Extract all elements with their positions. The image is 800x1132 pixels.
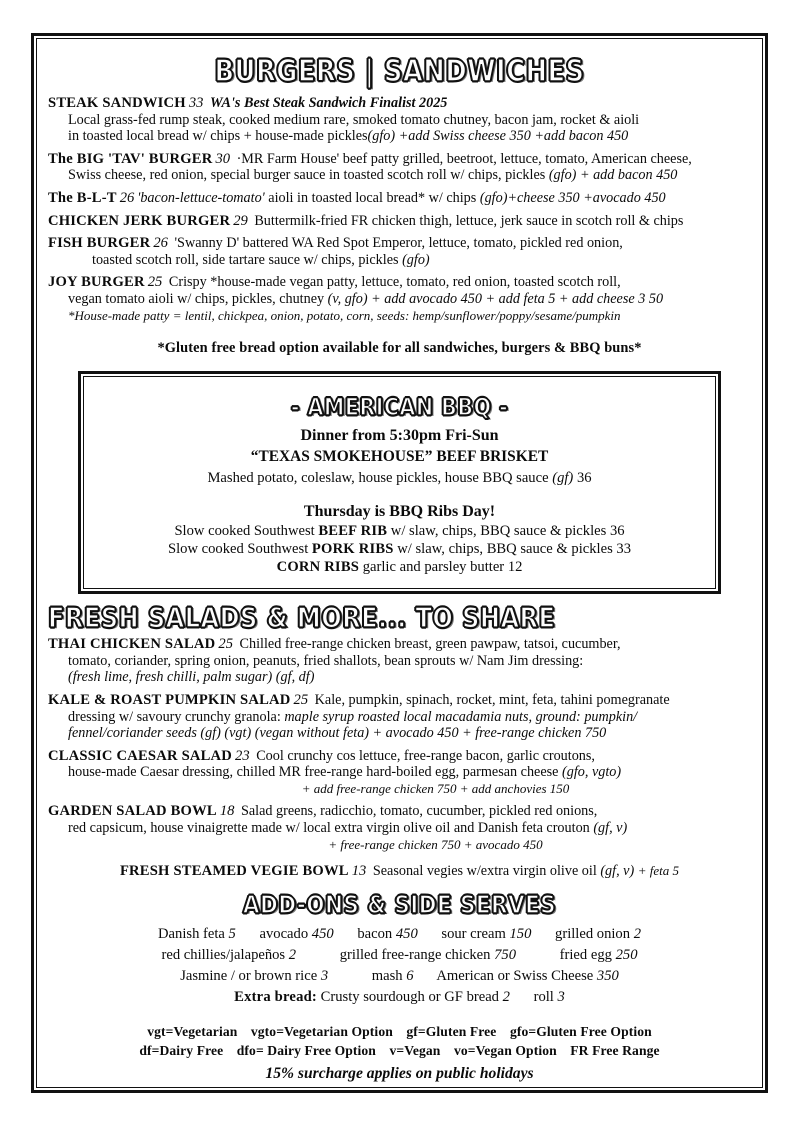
menu-item-desc-row [40,709,759,726]
menu-item-big-tav-burger [40,151,759,184]
addon-label: Danish feta [158,925,225,942]
section-heading-burgers: BURGERS | SANDWICHES [214,54,585,89]
menu-item-name: STEAK SANDWICH [48,95,186,111]
menu-item-desc-italic: 'bacon-lettuce-tomato' [137,189,265,206]
menu-item-extras: + add avocado 450 + add feta 5 + add cheese 3 50 [371,290,664,307]
menu-item-desc-line: ·MR Farm House' beef patty grilled, beetroot, lettuce, tomato, American cheese, [236,150,692,167]
addon-row [40,924,759,945]
dietary-legend-row [40,1022,759,1041]
menu-item-desc-line: aioli in toasted local bread* w/ chips [268,189,477,206]
addon-price: 450 [311,925,334,942]
menu-item-title-row [40,235,759,252]
american-bbq-box-inner [83,376,716,589]
menu-item-desc-line: toasted scotch roll, side tartare sauce w/ chips, pickles [92,251,399,268]
menu-item-name: The B-L-T [48,189,117,206]
addon-row [40,966,759,987]
menu-item-desc-line: red capsicum, house vinaigrette made w/ local extra virgin olive oil and Danish feta crouton [68,820,590,837]
extra-bread-roll-price: 3 [557,988,565,1005]
menu-item-price: 18 [219,803,235,820]
menu-item-diet-tag: (gfo, vgto) [562,764,622,781]
menu-item-steak-sandwich [40,95,759,145]
legend-entry: vgto=Vegetarian Option [250,1023,393,1039]
menu-item-joy-burger [40,274,759,324]
menu-item-price: 25 [218,636,233,653]
addon-label: grilled free-range chicken [339,946,491,963]
menu-item-desc-line: 'Swanny D' battered WA Red Spot Emperor, lettuce, tomato, pickled red onion, [174,235,623,252]
menu-item-desc-line: Salad greens, radicchio, tomato, cucumber, pickled red onions, [240,803,598,820]
menu-item-name: The BIG 'TAV' BURGER [48,150,213,167]
bbq-brisket-price: 36 [576,470,592,487]
addon-label: fried egg [559,946,612,963]
addon-price: 450 [395,925,418,942]
menu-item-price: 23 [235,747,250,764]
menu-item-title-row [40,803,759,820]
menu-item-desc-row [40,291,759,308]
section-heading-american-bbq: - AMERICAN BBQ - [290,393,509,422]
addon-price: 350 [596,967,619,984]
menu-item-price: 33 [188,95,204,111]
addon-price: 250 [615,946,638,963]
menu-item-desc-line: Seasonal vegies w/extra virgin olive oil [372,863,597,880]
menu-item-title-row [40,95,759,112]
menu-item-extras: + free-range chicken 750 + avocado 450 [328,836,543,852]
bbq-rib-desc: w/ slaw, chips, BBQ sauce & pickles [390,523,607,540]
bbq-rib-row [94,558,705,576]
bbq-rib-name: CORN RIBS [276,559,360,576]
menu-item-title-row [40,151,759,168]
menu-item-kale-roast-pumpkin-salad [40,692,759,742]
menu-item-desc-italic: fennel/coriander seeds (gf) (vgt) (vegan without feta) + avocado 450 + free-range chicken 750 [68,725,607,742]
menu-content [40,41,759,1085]
menu-item-name: JOY BURGER [48,274,145,291]
dietary-legend-row [40,1041,759,1060]
bbq-rib-lead: Slow cooked Southwest [167,541,309,558]
bbq-hours: Dinner from 5:30pm Fri-Sun [300,427,499,445]
menu-item-desc-row [40,252,759,269]
menu-item-price: 30 [215,150,231,167]
menu-item-extras: + add bacon 450 [579,167,678,184]
addon-label: Jasmine / or brown rice [180,967,318,984]
bbq-rib-name: BEEF RIB [318,523,388,540]
menu-item-extras: +add Swiss cheese 350 +add bacon 450 [398,128,629,145]
menu-item-desc-row [40,820,759,837]
addon-price: 3 [320,967,329,984]
bbq-brisket-title: “TEXAS SMOKEHOUSE” BEEF BRISKET [250,448,549,466]
menu-item-name: CLASSIC CAESAR SALAD [48,747,233,764]
bbq-rib-row [94,522,705,540]
menu-item-price: 13 [351,863,367,880]
menu-item-fish-burger [40,235,759,268]
addon-price: 5 [228,925,236,942]
menu-item-diet-tag: (gfo) [367,128,396,145]
menu-item-name: CHICKEN JERK BURGER [48,212,231,229]
addon-label: red chillies/jalapeños [161,946,286,963]
bbq-rib-lead: Slow cooked Southwest [174,523,315,540]
bbq-rib-desc: w/ slaw, chips, BBQ sauce & pickles [397,541,613,558]
menu-item-blt [40,190,759,207]
menu-item-title-row [40,748,759,765]
bbq-rib-desc: garlic and parsley butter [362,559,505,576]
menu-item-title-row [40,213,759,230]
extra-bread-desc: Crusty sourdough or GF bread [320,988,499,1005]
legend-entry: gf=Gluten Free [406,1023,497,1039]
bbq-brisket-diet-tag: (gf) [552,470,574,487]
menu-item-diet-tag: (gfo) [479,189,508,206]
bbq-rib-name: PORK RIBS [311,541,394,558]
surcharge-note: 15% surcharge applies on public holidays [265,1064,534,1082]
addon-label: mash [371,967,403,984]
legend-entry: vgt=Vegetarian [147,1023,238,1039]
bbq-brisket-desc: Mashed potato, coleslaw, house pickles, house BBQ sauce [207,470,549,487]
menu-item-name: GARDEN SALAD BOWL [48,803,217,820]
menu-item-title-row [40,692,759,709]
extra-bread-row [40,987,759,1008]
menu-item-diet-tag: (gf, v) [600,863,635,880]
menu-item-desc-line: tomato, coriander, spring onion, peanuts, fried shallots, bean sprouts w/ Nam Jim dressing: [68,652,584,669]
menu-item-desc-line: Cool crunchy cos lettuce, free-range bacon, garlic croutons, [256,747,595,764]
addon-label: bacon [357,925,393,942]
legend-entry: gfo=Gluten Free Option [509,1023,652,1039]
menu-item-diet-tag: (gf, v) [593,820,628,837]
addon-label: avocado [259,925,309,942]
legend-entry: df=Dairy Free [139,1042,224,1058]
menu-item-diet-tag: (gfo) [548,167,577,184]
addon-price: 2 [633,925,641,942]
gluten-free-bread-note: *Gluten free bread option available for all sandwiches, burgers & BBQ buns* [157,340,642,357]
menu-item-desc-line: vegan tomato aioli w/ chips, pickles, chutney [68,290,325,307]
menu-item-title-row [40,274,759,291]
menu-item-desc-line: in toasted local bread w/ chips + house-made pickles [68,128,368,145]
addon-price: 2 [288,946,297,963]
menu-item-footnote: *House-made patty = lentil, chickpea, onion, potato, corn, seeds: hemp/sunflower/poppy/sesame/pumpkin [68,307,621,323]
menu-item-price: 26 [153,235,168,252]
menu-item-diet-tag: (v, gfo) [327,290,368,307]
bbq-rib-price: 36 [609,523,625,540]
menu-item-desc-line: Chilled free-range chicken breast, green pawpaw, tatsoi, cucumber, [239,636,621,653]
bbq-rib-price: 33 [616,541,631,558]
menu-item-name: FISH BURGER [48,235,151,252]
bbq-spacer [94,487,705,499]
extra-bread-price: 2 [502,988,510,1005]
addon-price: 150 [509,925,532,942]
addon-row [40,945,759,966]
menu-item-chicken-jerk-burger [40,213,759,230]
menu-item-desc-row [40,764,759,781]
menu-item-diet-tag: (gfo) [402,251,430,268]
menu-item-extras: + feta 5 [637,863,680,879]
menu-item-name: KALE & ROAST PUMPKIN SALAD [48,691,291,708]
menu-item-desc-line: dressing w/ savoury crunchy granola: [68,708,281,725]
bbq-rib-row [94,540,705,558]
menu-item-thai-chicken-salad [40,636,759,686]
menu-item-title-row [40,190,759,207]
menu-item-desc-italic: maple syrup roasted local macadamia nuts, ground: pumpkin/ [284,708,638,725]
bbq-rib-price: 12 [507,559,523,576]
menu-item-desc-line: Crispy *house-made vegan patty, lettuce, tomato, red onion, toasted scotch roll, [168,274,621,291]
addon-label: sour cream [441,925,506,942]
menu-item-garden-salad-bowl [40,803,759,853]
section-heading-salads: FRESH SALADS & MORE... TO SHARE [48,601,556,635]
section-heading-addons: ADD-ONS & SIDE SERVES [242,889,557,919]
legend-entry: v=Vegan [389,1042,441,1058]
menu-item-price: 25 [293,691,309,708]
menu-item-price: 25 [147,274,163,291]
extra-bread-roll-label: roll [533,988,554,1005]
menu-item-desc-row [40,128,759,145]
legend-entry: dfo= Dairy Free Option [236,1042,376,1058]
menu-item-desc-line: Local grass-fed rump steak, cooked medium rare, smoked tomato chutney, bacon jam, rocket & aioli [68,111,640,128]
legend-entry: FR Free Range [570,1042,660,1058]
menu-item-desc-line: house-made Caesar dressing, chilled MR free-range hard-boiled egg, parmesan cheese [68,764,559,781]
menu-page-frame [31,33,768,1093]
menu-item-extras: +cheese 350 +avocado 450 [507,189,666,206]
extra-bread-label: Extra bread: [234,988,317,1005]
menu-item-price: 26 [119,189,135,206]
menu-item-desc-row [40,167,759,184]
bbq-brisket-row [94,469,705,487]
menu-item-price: 29 [233,212,248,229]
addon-label: grilled onion [555,925,631,942]
menu-item-name: FRESH STEAMED VEGIE BOWL [119,863,349,880]
menu-item-accolade: WA's Best Steak Sandwich Finalist 2025 [209,95,448,111]
bbq-ribs-day: Thursday is BBQ Ribs Day! [303,503,496,521]
menu-item-desc-line: Kale, pumpkin, spinach, rocket, mint, feta, tahini pomegranate [314,691,670,708]
menu-item-title-row [40,636,759,653]
american-bbq-box [78,371,721,594]
menu-item-desc-italic: (fresh lime, fresh chilli, palm sugar) (gf, df) [68,669,315,686]
menu-item-title-row [40,863,759,880]
menu-item-desc-line: Swiss cheese, red onion, special burger sauce in toasted scotch roll w/ chips, pickles [68,167,546,184]
addon-label: American or Swiss Cheese [436,967,594,984]
menu-item-desc-line: Buttermilk-fried FR chicken thigh, lettuce, jerk sauce in scotch roll & chips [254,212,684,229]
addon-price: 750 [494,946,516,963]
addon-price: 6 [406,967,414,984]
menu-item-fresh-steamed-vegie-bowl [40,863,759,880]
menu-item-name: THAI CHICKEN SALAD [48,636,216,653]
menu-item-extras: + add free-range chicken 750 + add anchovies 150 [301,780,570,796]
legend-entry: vo=Vegan Option [453,1042,557,1058]
menu-item-classic-caesar-salad [40,748,759,798]
